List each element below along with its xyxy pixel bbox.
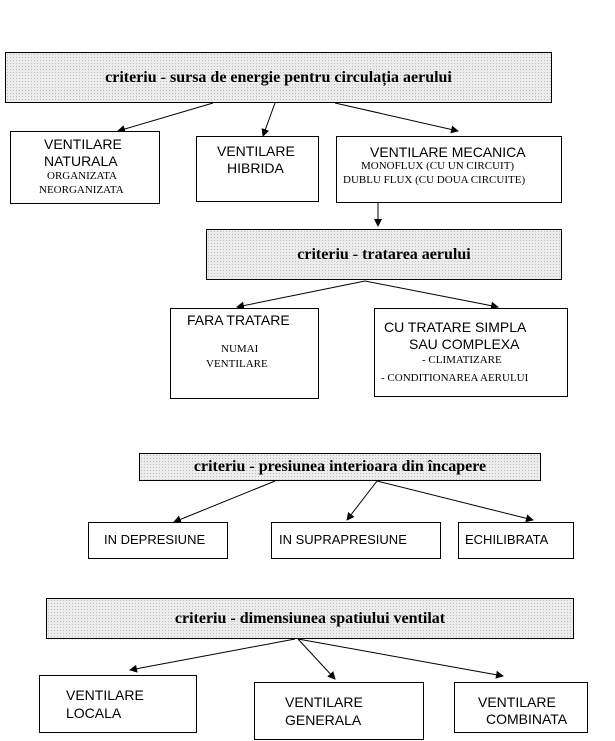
box-overpressure xyxy=(271,522,441,559)
criterion-space-size-label: criteriu - dimensiunea spatiului ventilat xyxy=(174,609,446,627)
local-line1: VENTILARE xyxy=(66,687,144,703)
local-line2: LOCALA xyxy=(66,705,122,721)
depression-label: IN DEPRESIUNE xyxy=(104,532,206,547)
criterion-air-treatment xyxy=(206,229,562,280)
no-treatment-sub1: NUMAI xyxy=(221,343,259,355)
box-with-treatment xyxy=(374,308,568,397)
arrow-pressure-to-overpressure xyxy=(347,481,377,520)
combined-line1: VENTILARE xyxy=(478,694,556,710)
natural-sub1: ORGANIZATA xyxy=(47,170,118,182)
natural-line1: VENTILARE xyxy=(44,136,122,152)
arrow-pressure-to-balanced xyxy=(377,481,533,520)
no-treatment-sub2: VENTILARE xyxy=(206,358,268,370)
overpressure-label: IN SUPRAPRESIUNE xyxy=(279,532,407,547)
arrow-size-to-local xyxy=(130,639,295,670)
combined-line2: COMBINATA xyxy=(486,711,568,727)
criterion-air-treatment-label: criteriu - tratarea aerului xyxy=(297,245,471,263)
box-depression xyxy=(88,522,228,559)
arrow-treatment-to-with xyxy=(365,281,498,307)
with-treatment-line2: SAU COMPLEXA xyxy=(409,336,520,352)
criterion-indoor-pressure-label: criteriu - presiunea interioara din încapere xyxy=(193,458,487,475)
box-natural-ventilation xyxy=(10,131,160,204)
box-combined xyxy=(454,682,588,733)
box-general xyxy=(254,682,424,740)
with-treatment-sub2: - CONDITIONAREA AERULUI xyxy=(381,372,529,384)
general-line2: GENERALA xyxy=(285,712,362,728)
box-local xyxy=(39,675,197,733)
mechanical-sub1: MONOFLUX (CU UN CIRCUIT) xyxy=(361,160,515,172)
arrow-energy-to-natural xyxy=(118,103,213,131)
mechanical-sub2: DUBLU FLUX (CU DOUA CIRCUITE) xyxy=(343,174,526,186)
general-line1: VENTILARE xyxy=(285,694,363,710)
balanced-label: ECHILIBRATA xyxy=(465,532,549,547)
arrow-treatment-to-none xyxy=(237,281,365,307)
hybrid-line1: VENTILARE xyxy=(217,143,295,159)
natural-line2: NATURALA xyxy=(44,153,118,169)
criterion-energy-source-label: criteriu - sursa de energie pentru circulația aerului xyxy=(105,68,452,86)
no-treatment-line1: FARA TRATARE xyxy=(187,312,290,328)
with-treatment-line1: CU TRATARE SIMPLA xyxy=(384,319,527,335)
criterion-energy-source xyxy=(5,52,552,103)
mechanical-line1: VENTILARE MECANICA xyxy=(370,144,526,160)
criterion-space-size xyxy=(46,598,574,639)
arrow-pressure-to-depression xyxy=(174,481,275,522)
criterion-indoor-pressure xyxy=(139,453,541,481)
box-balanced xyxy=(458,522,574,559)
hybrid-line2: HIBRIDA xyxy=(227,160,284,176)
box-no-treatment xyxy=(170,308,319,399)
box-mechanical-ventilation xyxy=(336,136,562,203)
arrow-energy-to-mechanical xyxy=(335,103,458,131)
with-treatment-sub1: - CLIMATIZARE xyxy=(422,354,502,366)
arrow-energy-to-hybrid xyxy=(263,103,275,136)
natural-sub2: NEORGANIZATA xyxy=(39,184,124,196)
arrow-size-to-combined xyxy=(298,639,503,676)
box-hybrid-ventilation xyxy=(196,136,319,202)
